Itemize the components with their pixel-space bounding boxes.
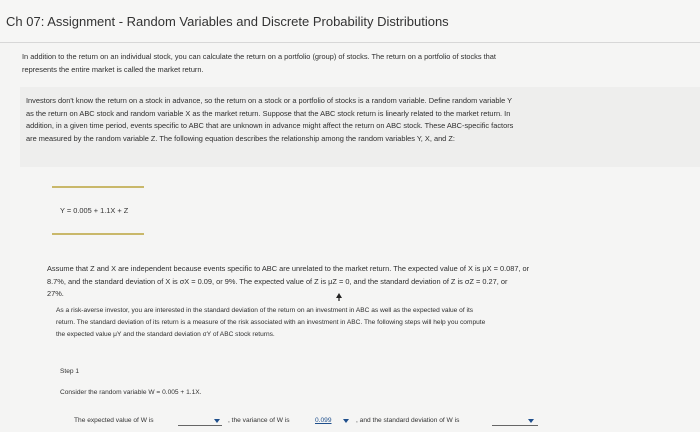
stddev-dropdown[interactable] <box>492 425 538 426</box>
investors-line: addition, in a given time period, events specific to ABC that are unknown in advance might affect the return on ABC stock. These ABC-specific factors <box>26 121 514 130</box>
intro-line: In addition to the return on an individual stock, you can calculate the return on a portfolio (group) of stocks. The return on a portfolio of stocks that <box>22 52 496 61</box>
consider-text: Consider the random variable W = 0.005 + 1.1X. <box>60 389 202 396</box>
assume-line: Assume that Z and X are independent because events specific to ABC are unrelated to the market return. The expected value of X is μX = 0.087, or <box>47 264 530 273</box>
risk-line: the expected value μY and the standard deviation σY of ABC stock returns. <box>56 330 275 338</box>
question-panel <box>10 43 700 432</box>
risk-line: As a risk-averse investor, you are interested in the standard deviation of the return on an investment in ABC as well as the expected value of its <box>56 307 474 314</box>
intro-paragraph <box>22 51 682 76</box>
variance-dropdown[interactable]: 0.099 <box>315 417 332 424</box>
mouse-cursor-icon <box>336 293 342 301</box>
assume-line: 27%. <box>47 289 64 298</box>
answer-row <box>60 417 680 431</box>
intro-line: represents the entire market is called the market return. <box>22 64 204 74</box>
investors-line: Investors don't know the return on a stock in advance, so the return on a stock or a portfolio of stocks is a random variable. Define random variable Y <box>26 96 513 105</box>
equation-bottom-rule <box>52 233 144 235</box>
title-bar <box>0 0 700 43</box>
assume-paragraph <box>47 263 667 301</box>
expected-value-dropdown-caret-icon[interactable] <box>214 419 220 423</box>
stddev-dropdown-caret-icon[interactable] <box>528 419 534 423</box>
step-label: Step 1 <box>60 368 80 375</box>
equation-top-rule <box>52 186 144 188</box>
risk-line: return. The standard deviation of its return is a measure of the risk associated with an investment in ABC. The following steps will help you compute <box>56 318 486 326</box>
variance-label: , the variance of W is <box>228 417 290 424</box>
investors-line: as the return on ABC stock and random variable X as the market return. Suppose that the ABC stock return is linearly related to the market return. In <box>26 108 511 118</box>
expected-value-dropdown[interactable] <box>178 425 222 426</box>
variance-dropdown-caret-icon[interactable] <box>343 419 349 423</box>
stddev-label: , and the standard deviation of W is <box>356 417 460 424</box>
assume-line: 8.7%, and the standard deviation of X is σX = 0.09, or 9%. The expected value of Z is μZ = 0, and the standard deviation of Z is σZ = 0.27, or <box>47 276 508 286</box>
page-title: Ch 07: Assignment - Random Variables and Discrete Probability Distributions <box>6 14 449 29</box>
expected-value-label: The expected value of W is <box>74 417 154 424</box>
investors-paragraph <box>26 95 676 145</box>
investors-line: are measured by the random variable Z. The following equation describes the relationship among the random variables Y, X, and Z: <box>26 133 455 143</box>
risk-paragraph <box>56 305 656 340</box>
equation: Y = 0.005 + 1.1X + Z <box>60 206 129 215</box>
